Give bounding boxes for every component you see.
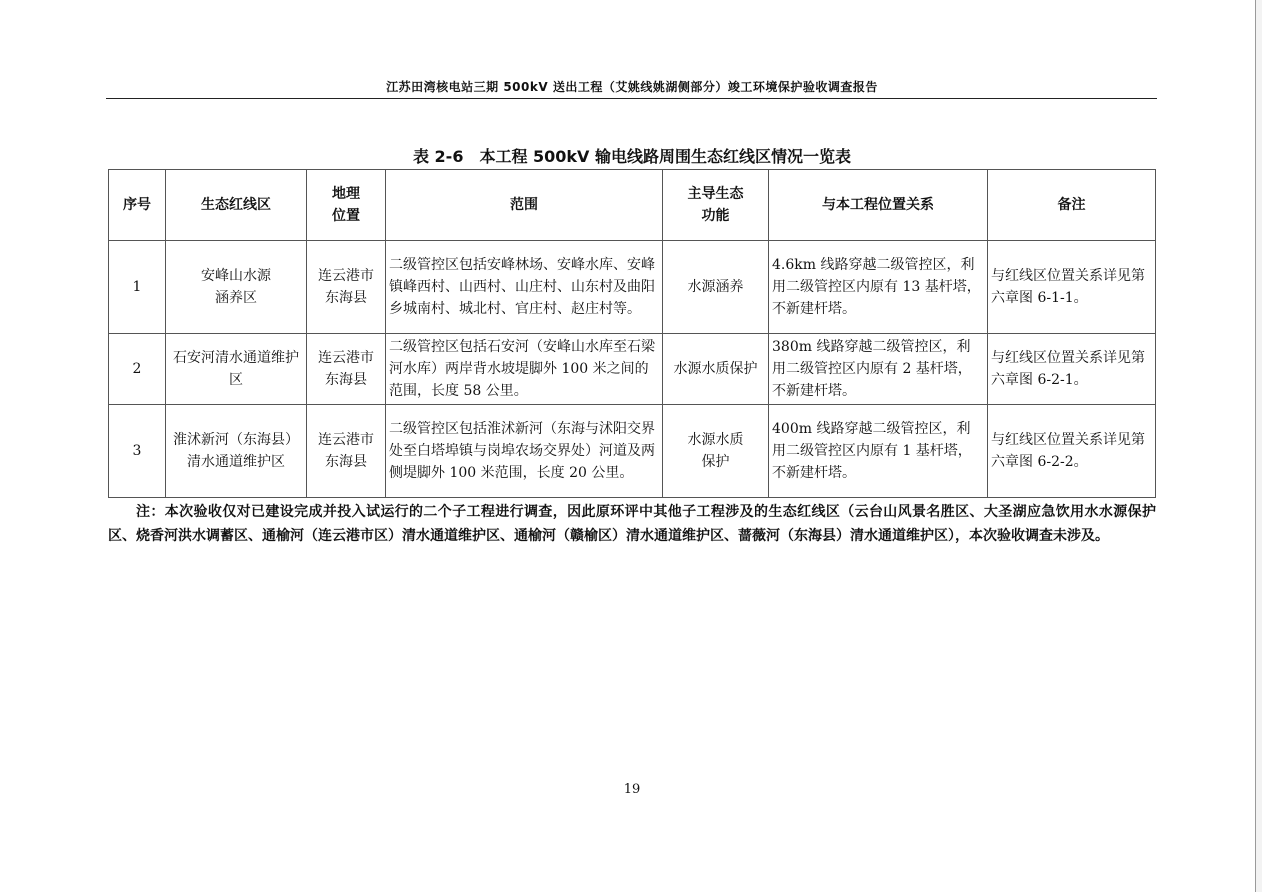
col-header-scope: 范围 <box>386 170 663 241</box>
col-header-function: 主导生态 功能 <box>663 170 769 241</box>
cell-scope: 二级管控区包括淮沭新河（东海与沭阳交界处至白塔埠镇与岗埠农场交界处）河道及两侧堤脚外 100 米范围，长度 20 公里。 <box>386 405 663 498</box>
cell-zone: 安峰山水源 涵养区 <box>166 241 307 334</box>
cell-zone: 淮沭新河（东海县）清水通道维护区 <box>166 405 307 498</box>
cell-location: 连云港市 东海县 <box>307 334 386 405</box>
table-row <box>109 405 1156 498</box>
cell-location: 连云港市 东海县 <box>307 405 386 498</box>
table-header-row <box>109 170 1156 241</box>
cell-function: 水源涵养 <box>663 241 769 334</box>
cell-no: 1 <box>109 241 166 334</box>
col-header-location: 地理 位置 <box>307 170 386 241</box>
cell-remark: 与红线区位置关系详见第六章图 6-2-2。 <box>988 405 1156 498</box>
cell-relation: 380m 线路穿越二级管控区，利用二级管控区内原有 2 基杆塔，不新建杆塔。 <box>769 334 988 405</box>
cell-no: 3 <box>109 405 166 498</box>
cell-relation: 400m 线路穿越二级管控区，利用二级管控区内原有 1 基杆塔，不新建杆塔。 <box>769 405 988 498</box>
col-header-zone: 生态红线区 <box>166 170 307 241</box>
cell-zone: 石安河清水通道维护区 <box>166 334 307 405</box>
cell-location: 连云港市 东海县 <box>307 241 386 334</box>
cell-scope: 二级管控区包括石安河（安峰山水库至石梁河水库）两岸背水坡堤脚外 100 米之间的范围，长度 58 公里。 <box>386 334 663 405</box>
report-header-title: 江苏田湾核电站三期 500kV 送出工程（艾姚线姚湖侧部分）竣工环境保护验收调查报告 <box>386 80 878 94</box>
page-number: 19 <box>623 782 641 797</box>
cell-remark: 与红线区位置关系详见第六章图 6-1-1。 <box>988 241 1156 334</box>
cell-relation: 4.6km 线路穿越二级管控区，利用二级管控区内原有 13 基杆塔，不新建杆塔。 <box>769 241 988 334</box>
cell-function: 水源水质 保护 <box>663 405 769 498</box>
cell-no: 2 <box>109 334 166 405</box>
cell-scope: 二级管控区包括安峰林场、安峰水库、安峰镇峰西村、山西村、山庄村、山东村及曲阳乡城南村、城北村、官庄村、赵庄村等。 <box>386 241 663 334</box>
header-divider <box>106 98 1157 99</box>
cell-function: 水源水质保护 <box>663 334 769 405</box>
ecological-redline-table <box>108 169 1156 498</box>
table-footnote: 注：本次验收仅对已建设完成并投入试运行的二个子工程进行调查，因此原环评中其他子工程涉及的生态红线区（云台山风景名胜区、大圣湖应急饮用水水源保护区、烧香河洪水调蓄区、通榆河（连云港市区）清水通道维护区、通榆河（赣榆区）清水通道维护区、蔷薇河（东海县）清水通道维护区），本次验收调查未涉及。 <box>108 504 1156 544</box>
col-header-remark: 备注 <box>988 170 1156 241</box>
table-row <box>109 334 1156 405</box>
page-edge <box>1255 0 1262 892</box>
cell-remark: 与红线区位置关系详见第六章图 6-2-1。 <box>988 334 1156 405</box>
table-row <box>109 241 1156 334</box>
col-header-no: 序号 <box>109 170 166 241</box>
table-caption: 表 2-6 本工程 500kV 输电线路周围生态红线区情况一览表 <box>412 147 852 166</box>
col-header-relation: 与本工程位置关系 <box>769 170 988 241</box>
